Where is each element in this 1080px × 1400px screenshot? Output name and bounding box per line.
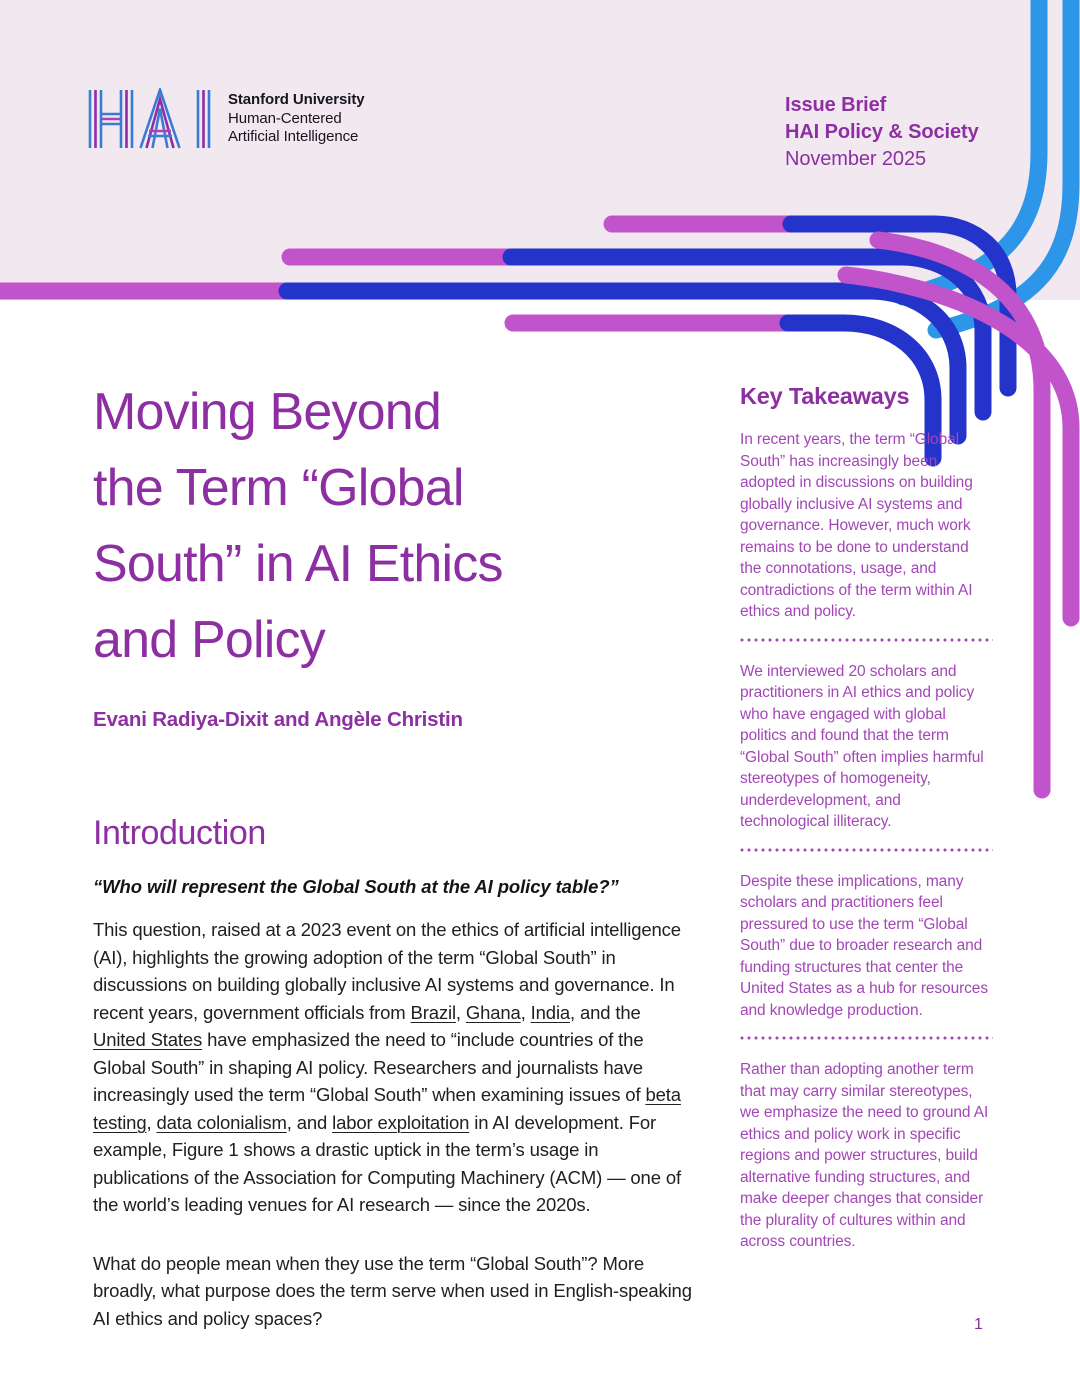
- inline-link[interactable]: Brazil: [410, 1001, 456, 1023]
- logo-line2: Human-Centered: [228, 109, 342, 127]
- text-segment: ,: [146, 1111, 157, 1133]
- title-line: Moving Beyond: [93, 383, 442, 441]
- logo-org: Stanford University: [228, 91, 365, 109]
- inline-link[interactable]: data colonialism: [156, 1111, 287, 1133]
- dotted-separator: [740, 848, 993, 852]
- issue-info: [785, 92, 979, 173]
- title-line: South” in AI Ethics: [93, 535, 503, 593]
- text-segment: ,: [455, 1001, 466, 1023]
- body-paragraph: [93, 916, 693, 1219]
- title-line: and Policy: [93, 611, 325, 669]
- text-segment: have emphasized the need to “include countries of the Global South” in shaping AI policy. Researchers and journalists have increasingly used the term “Global South” when examining issues of: [93, 1029, 646, 1105]
- inline-link[interactable]: Ghana: [465, 1001, 521, 1023]
- takeaway-item: Rather than adopting another term that may carry similar stereotypes, we emphasize the need to ground AI ethics and policy work in specific regions and power structures, build alternative funding structures, and make deeper changes that consider the plurality of cultures within and across countries.: [740, 1061, 989, 1250]
- text-segment: What do people mean when they use the term “Global South”? More broadly, what purpose does the term serve when used in English-speaking AI ethics and policy spaces?: [93, 1252, 692, 1329]
- inline-link[interactable]: United States: [93, 1029, 203, 1050]
- takeaway-item: In recent years, the term “Global South” has increasingly been adopted in discussions on building globally inclusive AI systems and governance. However, much work remains to be done to understand the connotations, usage, and contradictions of the term within AI ethics and policy.: [740, 431, 973, 620]
- hai-logo-mark: [88, 88, 214, 150]
- inline-link[interactable]: India: [530, 1001, 571, 1023]
- body-column: [93, 916, 693, 1363]
- pull-quote: “Who will represent the Global South at the AI policy table?”: [93, 876, 619, 897]
- issue-brief-label: Issue Brief: [785, 94, 887, 116]
- text-segment: ,: [520, 1001, 531, 1023]
- text-segment: , and: [286, 1111, 333, 1133]
- dotted-separator: [740, 1036, 993, 1040]
- sidebar-heading: Key Takeaways: [740, 383, 910, 409]
- logo-line3: Artificial Intelligence: [228, 128, 359, 146]
- inline-link[interactable]: beta testing: [93, 1084, 681, 1133]
- section-heading-introduction: Introduction: [93, 814, 266, 852]
- title-line: the Term “Global: [93, 459, 464, 517]
- text-segment: in AI development. For example, Figure 1 shows a drastic uptick in the term’s usage in publications of the Association for Computing Machinery (ACM) — one of the world’s leading venues for AI research — since the 2020s.: [93, 1111, 681, 1215]
- hai-logo: [88, 88, 364, 150]
- dotted-separator: [740, 638, 993, 642]
- takeaway-item: Despite these implications, many scholars and practitioners feel pressured to use the term “Global South” due to broader research and funding structures that center the United States as a hub for resources and knowledge production.: [740, 872, 988, 1019]
- inline-link[interactable]: labor exploitation: [332, 1111, 470, 1133]
- key-takeaways-sidebar: [740, 383, 993, 1253]
- issue-series-label: HAI Policy & Society: [785, 121, 979, 143]
- page-number: 1: [974, 1316, 983, 1333]
- page-title: [93, 374, 713, 678]
- body-paragraph: [93, 1250, 693, 1333]
- text-segment: This question, raised at a 2023 event on the ethics of artificial intelligence (AI), highlights the growing adoption of the term “Global South” in discussions on building globally inclusive AI systems and governance. In recent years, government officials from: [93, 919, 681, 1023]
- hai-logo-text: [228, 91, 364, 147]
- text-segment: , and the: [570, 1001, 641, 1023]
- issue-date: November 2025: [785, 148, 927, 170]
- takeaway-item: We interviewed 20 scholars and practitioners in AI ethics and policy who have engaged with global politics and found that the term “Global South” often implies harmful stereotypes of homogeneity, underdevelopment, and technological illiteracy.: [740, 662, 984, 830]
- authors: Evani Radiya-Dixit and Angèle Christin: [93, 708, 463, 731]
